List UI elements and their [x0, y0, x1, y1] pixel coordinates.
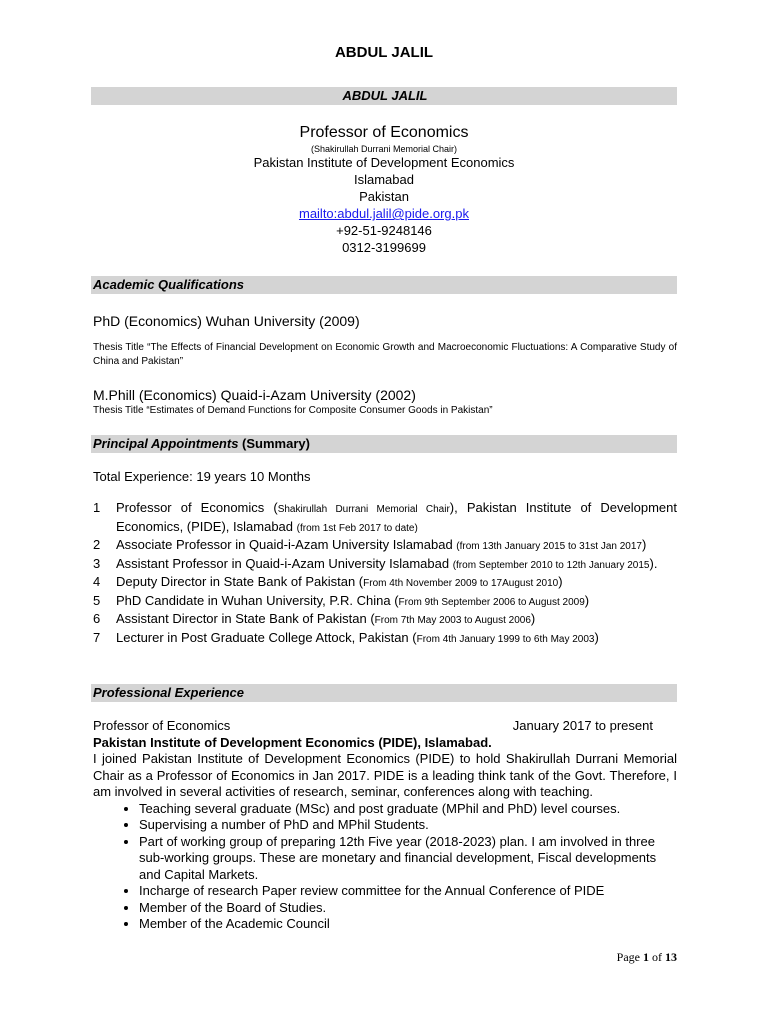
phd-thesis: Thesis Title “The Effects of Financial Development on Economic Growth and Macroeconomic Fluctuations: A Comparative Study of China and Pakistan” [93, 342, 677, 367]
phone-mobile: 0312-3199699 [342, 240, 426, 255]
chair-title: (Shakirullah Durrani Memorial Chair) [310, 144, 458, 154]
list-item: • Member of the Board of Studies. [139, 900, 677, 917]
section-professional-experience [91, 684, 677, 702]
total-pages: 13 [665, 950, 677, 964]
position-title: Professor of Economics [93, 718, 231, 733]
country-name: Pakistan [359, 189, 409, 204]
city-name: Islamabad [354, 172, 414, 187]
appointment-item: 1 Professor of Economics (Shakirullah Durrani Memorial Chair), Pakistan Institute of Development Economics, (PIDE), Islamabad (from 1st Feb 2017 to date) [93, 500, 677, 534]
page-footer: Page 1 of 13 [616, 950, 677, 964]
list-item: • Teaching several graduate (MSc) and post graduate (MPhil and PhD) level courses. [139, 801, 677, 818]
appointment-item: 5 PhD Candidate in Wuhan University, P.R. China (From 9th September 2006 to August 2009) [93, 592, 590, 608]
appointment-item: 4 Deputy Director in State Bank of Pakistan (From 4th November 2009 to 17August 2010) [93, 574, 563, 589]
list-item: • Incharge of research Paper review committee for the Annual Conference of PIDE [139, 883, 677, 900]
list-item: • Supervising a number of PhD and MPhil Students. [139, 817, 677, 834]
phd-university: Wuhan University (2009) [201, 313, 360, 329]
section-principal-appointments [91, 435, 677, 453]
name-band [91, 87, 677, 105]
list-item: • Member of the Academic Council [139, 916, 677, 933]
email-link[interactable]: mailto:abdul.jalil@pide.org.pk [298, 206, 469, 221]
total-experience: Total Experience: 19 years 10 Months [93, 469, 311, 484]
phd-degree: PhD (Economics) [93, 313, 202, 329]
section-heading: Principal Appointments [93, 436, 239, 451]
section-heading: Academic Qualifications [93, 277, 244, 292]
experience-entry [93, 718, 677, 933]
experience-description: I joined Pakistan Institute of Development Economics (PIDE) to hold Shakirullah Durrani Memorial Chair as a Professor of Economics in Jan 2017. PIDE is a leading think tank of the Govt. Therefore, I am involved in several activities of research, seminar, conferences along with teaching. [93, 751, 677, 799]
section-academic-qualifications [91, 276, 677, 294]
contact-block [0, 122, 768, 256]
section-heading-extra: (Summary) [238, 436, 310, 451]
experience-bullets [93, 801, 677, 933]
role-title: Professor of Economics [299, 124, 469, 141]
appointments-list [93, 500, 677, 648]
organization-name: Pakistan Institute of Development Economics (PIDE), Islamabad. [93, 734, 492, 750]
phd-entry [93, 313, 677, 329]
name-band-label: ABDUL JALIL [342, 88, 428, 103]
appointment-item: 6 Assistant Director in State Bank of Pakistan (From 7th May 2003 to August 2006) [93, 611, 536, 626]
page-number: 1 [643, 950, 649, 964]
list-item: • Part of working group of preparing 12th Five year (2018-2023) plan. I am involved in three sub-working groups. These are monetary and financial development, Fiscal developments and Capital Markets. [139, 834, 677, 884]
institute-name: Pakistan Institute of Development Economics [253, 155, 515, 170]
document-header-title: ABDUL JALIL [334, 44, 434, 61]
mphil-degree: M.Phill (Economics) [93, 387, 217, 403]
mphil-entry [93, 387, 677, 403]
appointment-item: 7 Lecturer in Post Graduate College Attock, Pakistan (From 4th January 1999 to 6th May 2003) [93, 629, 599, 645]
phone-office: +92-51-9248146 [336, 223, 432, 238]
mphil-thesis: Thesis Title “Estimates of Demand Functions for Composite Consumer Goods in Pakistan” [93, 405, 493, 416]
appointment-item: 3 Assistant Professor in Quaid-i-Azam University Islamabad (from September 2010 to 12th January 2015). [93, 555, 658, 571]
section-heading: Professional Experience [93, 685, 245, 700]
position-period: January 2017 to present [512, 718, 653, 733]
appointment-item: 2 Associate Professor in Quaid-i-Azam University Islamabad (from 13th January 2015 to 31st Jan 2017) [93, 537, 647, 552]
mphil-university: Quaid-i-Azam University (2002) [216, 387, 416, 403]
